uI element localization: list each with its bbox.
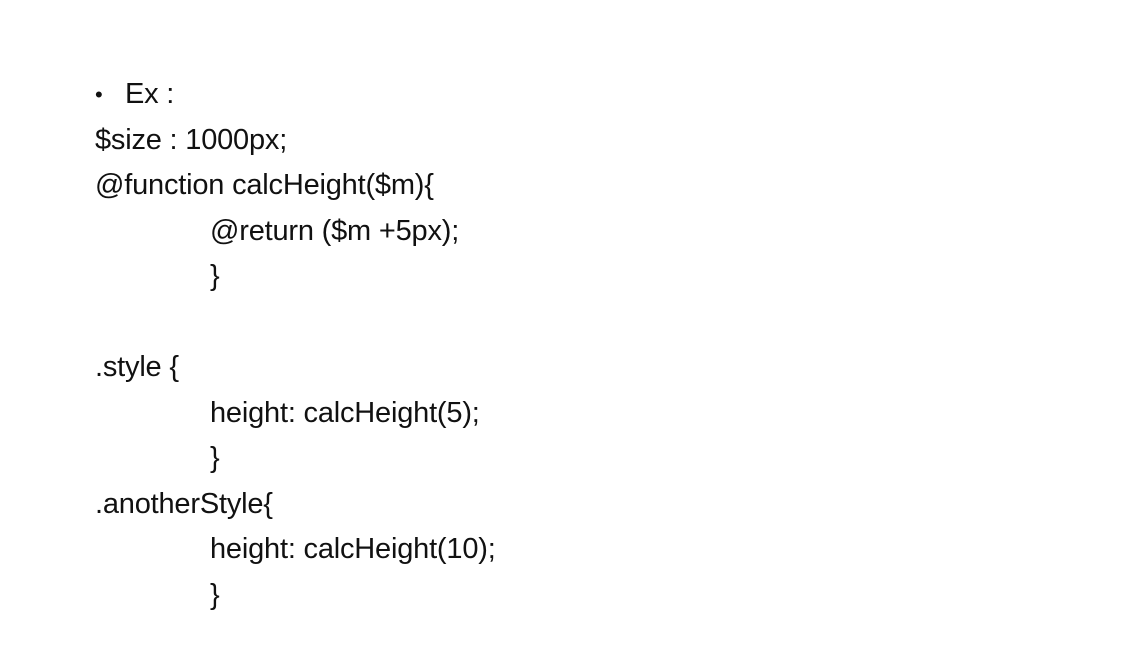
bullet-icon: • bbox=[95, 82, 103, 107]
code-line-style-open: .style { bbox=[95, 351, 179, 383]
slide-content bbox=[95, 72, 995, 618]
code-line-return: @return ($m +5px); bbox=[210, 214, 460, 247]
code-line-another-open: .anotherStyle{ bbox=[95, 487, 273, 520]
code-line-style-close: } bbox=[210, 442, 220, 474]
code-line-size-decl: $size : 1000px; bbox=[95, 123, 288, 156]
code-line-function-open: @function calcHeight($m){ bbox=[95, 169, 434, 201]
code-line-function-close: } bbox=[210, 260, 220, 292]
code-line-style-height: height: calcHeight(5); bbox=[210, 396, 480, 429]
code-line-another-height: height: calcHeight(10); bbox=[210, 533, 496, 565]
blank-line bbox=[95, 300, 995, 346]
code-line-another-close: } bbox=[210, 578, 220, 611]
bullet-item bbox=[95, 72, 995, 118]
bullet-text: Ex : bbox=[125, 78, 175, 110]
